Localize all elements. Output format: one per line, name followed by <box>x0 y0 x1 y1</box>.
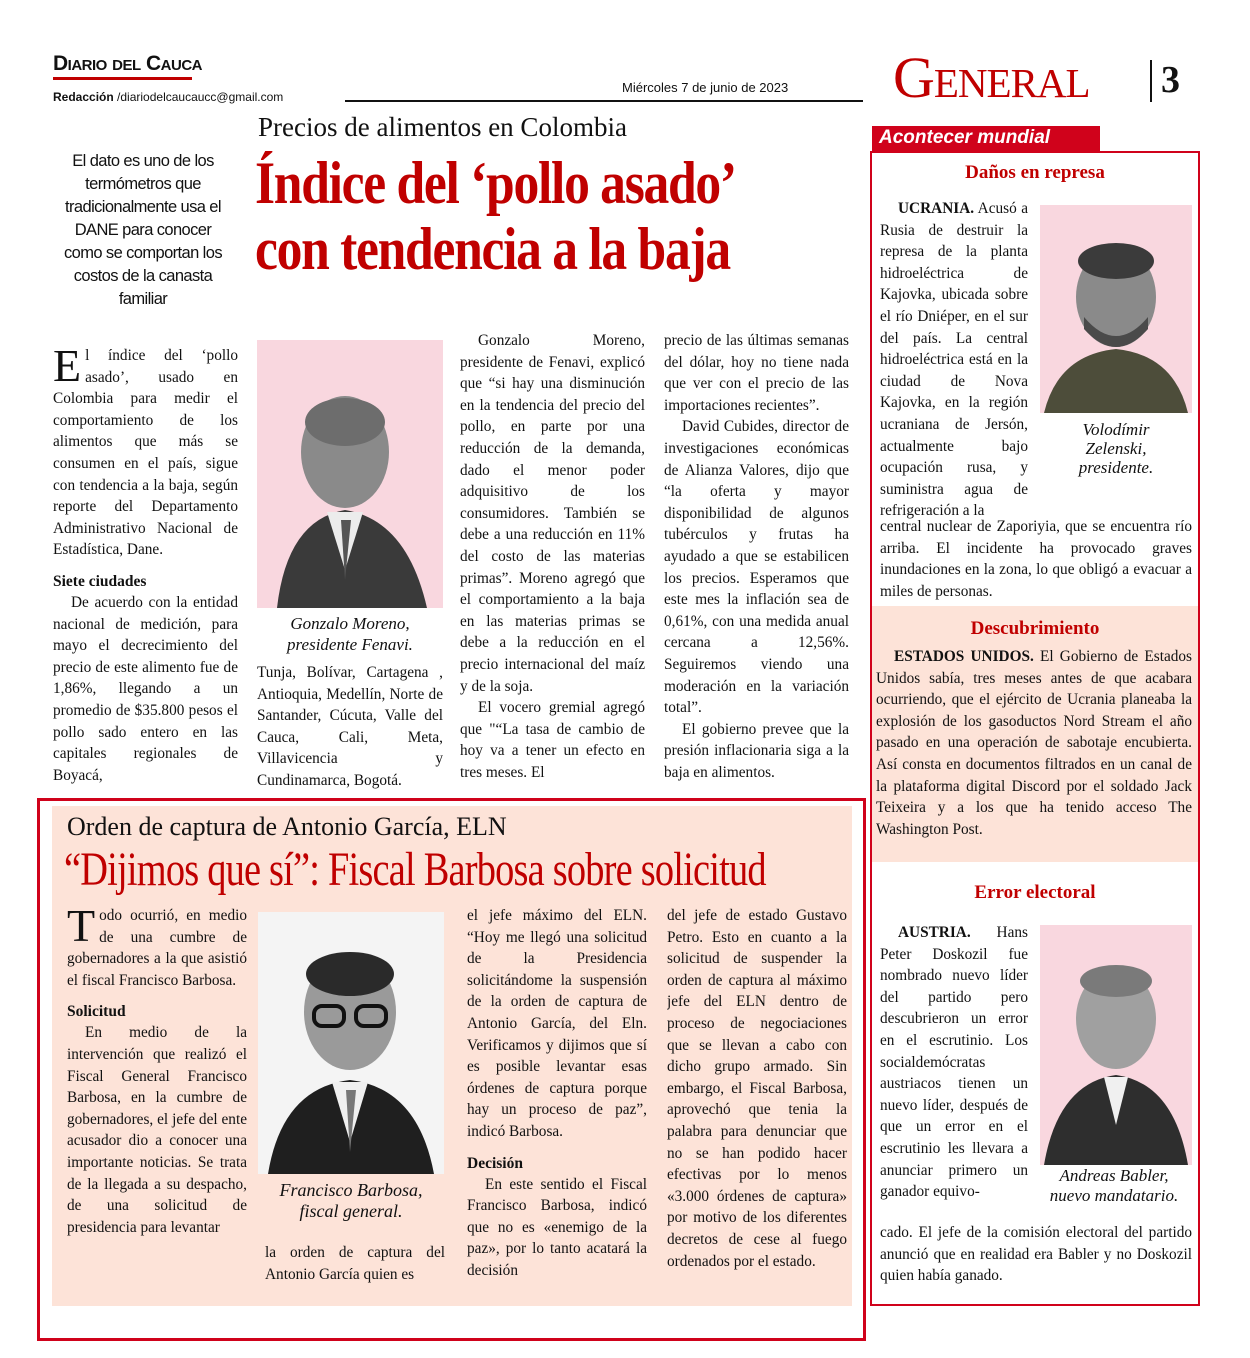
second-kicker: Orden de captura de Antonio García, ELN <box>67 812 507 841</box>
section-divider <box>1150 60 1152 102</box>
second-col3-p2: En este sentido el Fiscal Francisco Barbosa, indicó que no es «enemigo de la paz», por lo tanto acatará la decisión <box>467 1175 647 1279</box>
item2-dateline: ESTADOS UNIDOS. <box>894 648 1034 665</box>
second-column-4 <box>667 905 847 1285</box>
second-col2-p1: la orden de captura del Antonio García quien es <box>265 1244 445 1283</box>
item1-dateline: UCRANIA. <box>898 200 975 217</box>
lead-subhead-siete: Siete ciudades <box>53 572 147 590</box>
caption-barbosa-line1: Francisco Barbosa, <box>279 1180 423 1200</box>
caption-babler <box>1028 1166 1200 1206</box>
header-rule <box>345 100 863 102</box>
second-col1-p1: odo ocurrió, en medio de una cumbre de gobernadores a la que asistió el fiscal Francisco Barbosa. <box>67 907 247 989</box>
lead-col1-p1: l índice del ‘pollo asado’, usado en Colombia para medir el comportamiento de los alimentos que más se consumen en el país, sigue con tendencia a la baja, según reporte del Departamento Administrativo Nacional de Estadística, Dane. <box>53 347 238 559</box>
item2-title: Descubrimiento <box>970 618 1100 639</box>
byline <box>53 90 283 104</box>
lead-col4-p3: El gobierno prevee que la presión inflacionaria siga a la baja en alimentos. <box>664 720 849 781</box>
lead-headline-line1: Índice del ‘pollo asado’ <box>255 150 736 216</box>
lead-col1-p2: De acuerdo con la entidad nacional de medición, para mayo el decrecimiento del precio de este alimento fue de 1,86%, llegando a un promedio de $35.800 pesos el pollo sado entero en las capitales regionales de Boyacá, <box>53 593 238 784</box>
portrait-icon <box>1040 205 1192 413</box>
second-headline: “Dijimos que sí”: Fiscal Barbosa sobre solicitud <box>64 843 766 896</box>
item1-text-narrow-body: Acusó a Rusia de destruir la represa de la planta hidroeléctrica de Kajovka, ubicada sobre el río Dniéper, en el sur del país. La central hidroeléctrica está en la ciudad de Nova Kajovka, en la región ucraniana de Jersón, actualmente bajo ocupación rusa, y suministra agua de refrigeración a la <box>880 200 1028 520</box>
lead-column-3 <box>460 330 645 796</box>
caption-babler-line1: Andreas Babler, <box>1059 1166 1169 1185</box>
section-title: General <box>893 45 1090 110</box>
portrait-icon <box>1040 925 1192 1165</box>
lead-headline <box>255 150 771 282</box>
second-subhead-decision: Decisión <box>467 1154 523 1172</box>
lead-column-1 <box>53 345 238 797</box>
caption-gonzalo-line1: Gonzalo Moreno, <box>290 614 410 633</box>
pull-quote: El dato es uno de los termómetros que tradicionalmente usa el DANE para conocer como se comportan los costos de la canasta familiar <box>64 152 222 308</box>
item3-text-wide-body: cado. El jefe de la comisión electoral del partido anunció que en realidad era Babler y no Doskozil quien había ganado. <box>880 1224 1192 1285</box>
second-col4-p1: del jefe de estado Gustavo Petro. Esto en cuanto a la solicitud de suspender la orden de captura al máximo jefe del ELN dentro de proceso de negociaciones que se llevan a cabo con dicho grupo armado. Sin embargo, el Fiscal Barbosa, aprovechó que tenia la palabra para denunciar que no se han podido hacer efectivas por lo menos «3.000 órdenes de captura» por motivo de los diferentes decretos de cese al fuego ordenados por el estado. <box>667 907 847 1270</box>
photo-zelenski <box>1040 205 1192 413</box>
item3-title: Error electoral <box>974 882 1096 903</box>
second-col3-p1: el jefe máximo del ELN. “Hoy me llegó una solicitud de la Presidencia solicitándome la suspensión de la orden de captura de Antonio García, del Eln. Verificamos y dijimos que sí es posible levantar esas órdenes de captura porque hay un proceso de paz”, indicó Barbosa. <box>467 907 647 1140</box>
lead-col4-p1: precio de las últimas semanas del dólar, hoy no tiene nada que ver con el precio de las importaciones recientes”. <box>664 332 849 414</box>
photo-gonzalo-moreno <box>257 340 443 608</box>
second-column-2 <box>265 1242 445 1288</box>
byline-label: Redacción <box>53 90 114 104</box>
item2-text-body: El Gobierno de Estados Unidos sabía, tres meses antes de que acabara ocurriendo, que el ejército de Ucrania planeaba la explosión de los gasoductos Nord Stream el año pasado en una operación de sabotaje encubierta. Así consta en documentos filtrados en un canal de la plataforma digital Discord por el soldado Jack Teixeira y a los que ha tenido acceso The Washington Post. <box>876 648 1192 838</box>
caption-zelenski-line1: Volodímir <box>1082 420 1150 439</box>
item3-dateline: AUSTRIA. <box>898 924 971 941</box>
item3-text-narrow-body: Hans Peter Doskozil fue nombrado nuevo líder del partido pero descubrieron un error en el escrutinio. Los socialdemócratas austriacos tienen un nuevo líder, después de que un error en el escrutinio les llevara a anunciar primero un ganador equivo- <box>880 924 1028 1201</box>
caption-gonzalo-line2: presidente Fenavi. <box>287 635 413 654</box>
lead-column-2 <box>257 662 443 794</box>
item1-text-wide-body: central nuclear de Zaporiyia, que se encuentra río arriba. El incidente ha provocado graves inundaciones en la zona, lo que obligó a evacuar a miles de personas. <box>880 518 1192 600</box>
lead-kicker: Precios de alimentos en Colombia <box>258 112 627 142</box>
paper-name-rule <box>53 77 192 80</box>
caption-zelenski-line2: Zelenski, <box>1085 439 1147 458</box>
item3-text-narrow <box>880 922 1028 1224</box>
caption-babler-line2: nuevo mandatario. <box>1049 1186 1179 1205</box>
second-subhead-solicitud: Solicitud <box>67 1003 126 1021</box>
lead-col2-p1: Tunja, Bolívar, Cartagena , Antioquia, Medellín, Norte de Santander, Cúcuta, Valle del Cauca, Cali, Meta, Villavicencia y Cundinamarca, Bogotá. <box>257 664 443 789</box>
lead-col4-p2: David Cubides, director de investigaciones económicas de Alianza Valores, dijo que “la oferta y mayor disponibilidad de algunos tubérculos y frutas ha ayudado a que se estabilicen los precios. Esperamos que este mes la inflación sea de 0,61%, con una medida anual cercana a 12,56%. Seguiremos viendo una moderación en la variación total”. <box>664 418 849 717</box>
lead-column-4 <box>664 330 849 796</box>
caption-barbosa <box>258 1180 444 1222</box>
portrait-icon <box>258 912 444 1174</box>
caption-zelenski-line3: presidente. <box>1078 458 1154 477</box>
second-col1-p2: En medio de la intervención que realizó el Fiscal General Francisco Barbosa, en la cumbre de gobernadores, el jefe del ente acusador dio a conocer una importante noticias. Se trata de la llegada a su despacho, de una solicitud de presidencia para levantar <box>67 1024 247 1236</box>
lead-dropcap: E <box>53 345 82 391</box>
item1-text-narrow <box>880 198 1028 520</box>
second-dropcap: T <box>67 905 96 951</box>
item3-text-wide <box>880 1222 1192 1292</box>
lead-headline-line2: con tendencia a la baja <box>255 216 730 282</box>
byline-email: /diariodelcaucaucc@gmail.com <box>117 90 284 104</box>
caption-barbosa-line2: fiscal general. <box>299 1201 403 1221</box>
caption-gonzalo <box>257 613 443 655</box>
item1-text-wide <box>880 516 1192 606</box>
lead-col3-p2: El vocero gremial agregó que "“La tasa de cambio de hoy va a tener un efecto en tres meses. El <box>460 699 645 781</box>
portrait-icon <box>257 340 443 608</box>
lead-col3-p1: Gonzalo Moreno, presidente de Fenavi, explicó que “si hay una disminución en la tendencia del precio del pollo, en parte por una reducción de la demanda, dado el menor poder adquisitivo de los consumidores. También se debe a una reducción en 11% del costo de las materias primas”. Moreno agregó que el comportamiento a la baja en las materias primas se debe a la reducción en el precio internacional del maíz y de la soja. <box>460 332 645 695</box>
caption-zelenski <box>1040 420 1192 477</box>
page-number: 3 <box>1161 59 1180 101</box>
second-column-3 <box>467 905 647 1285</box>
second-column-1 <box>67 905 247 1285</box>
item1-title: Daños en represa <box>965 162 1105 183</box>
sidebar-tag: Acontecer mundial <box>872 126 1100 152</box>
photo-francisco-barbosa <box>258 912 444 1174</box>
item2-text <box>876 646 1192 858</box>
photo-babler <box>1040 925 1192 1165</box>
paper-name: Diario del Cauca <box>53 52 202 75</box>
issue-date: Miércoles 7 de junio de 2023 <box>622 80 789 95</box>
